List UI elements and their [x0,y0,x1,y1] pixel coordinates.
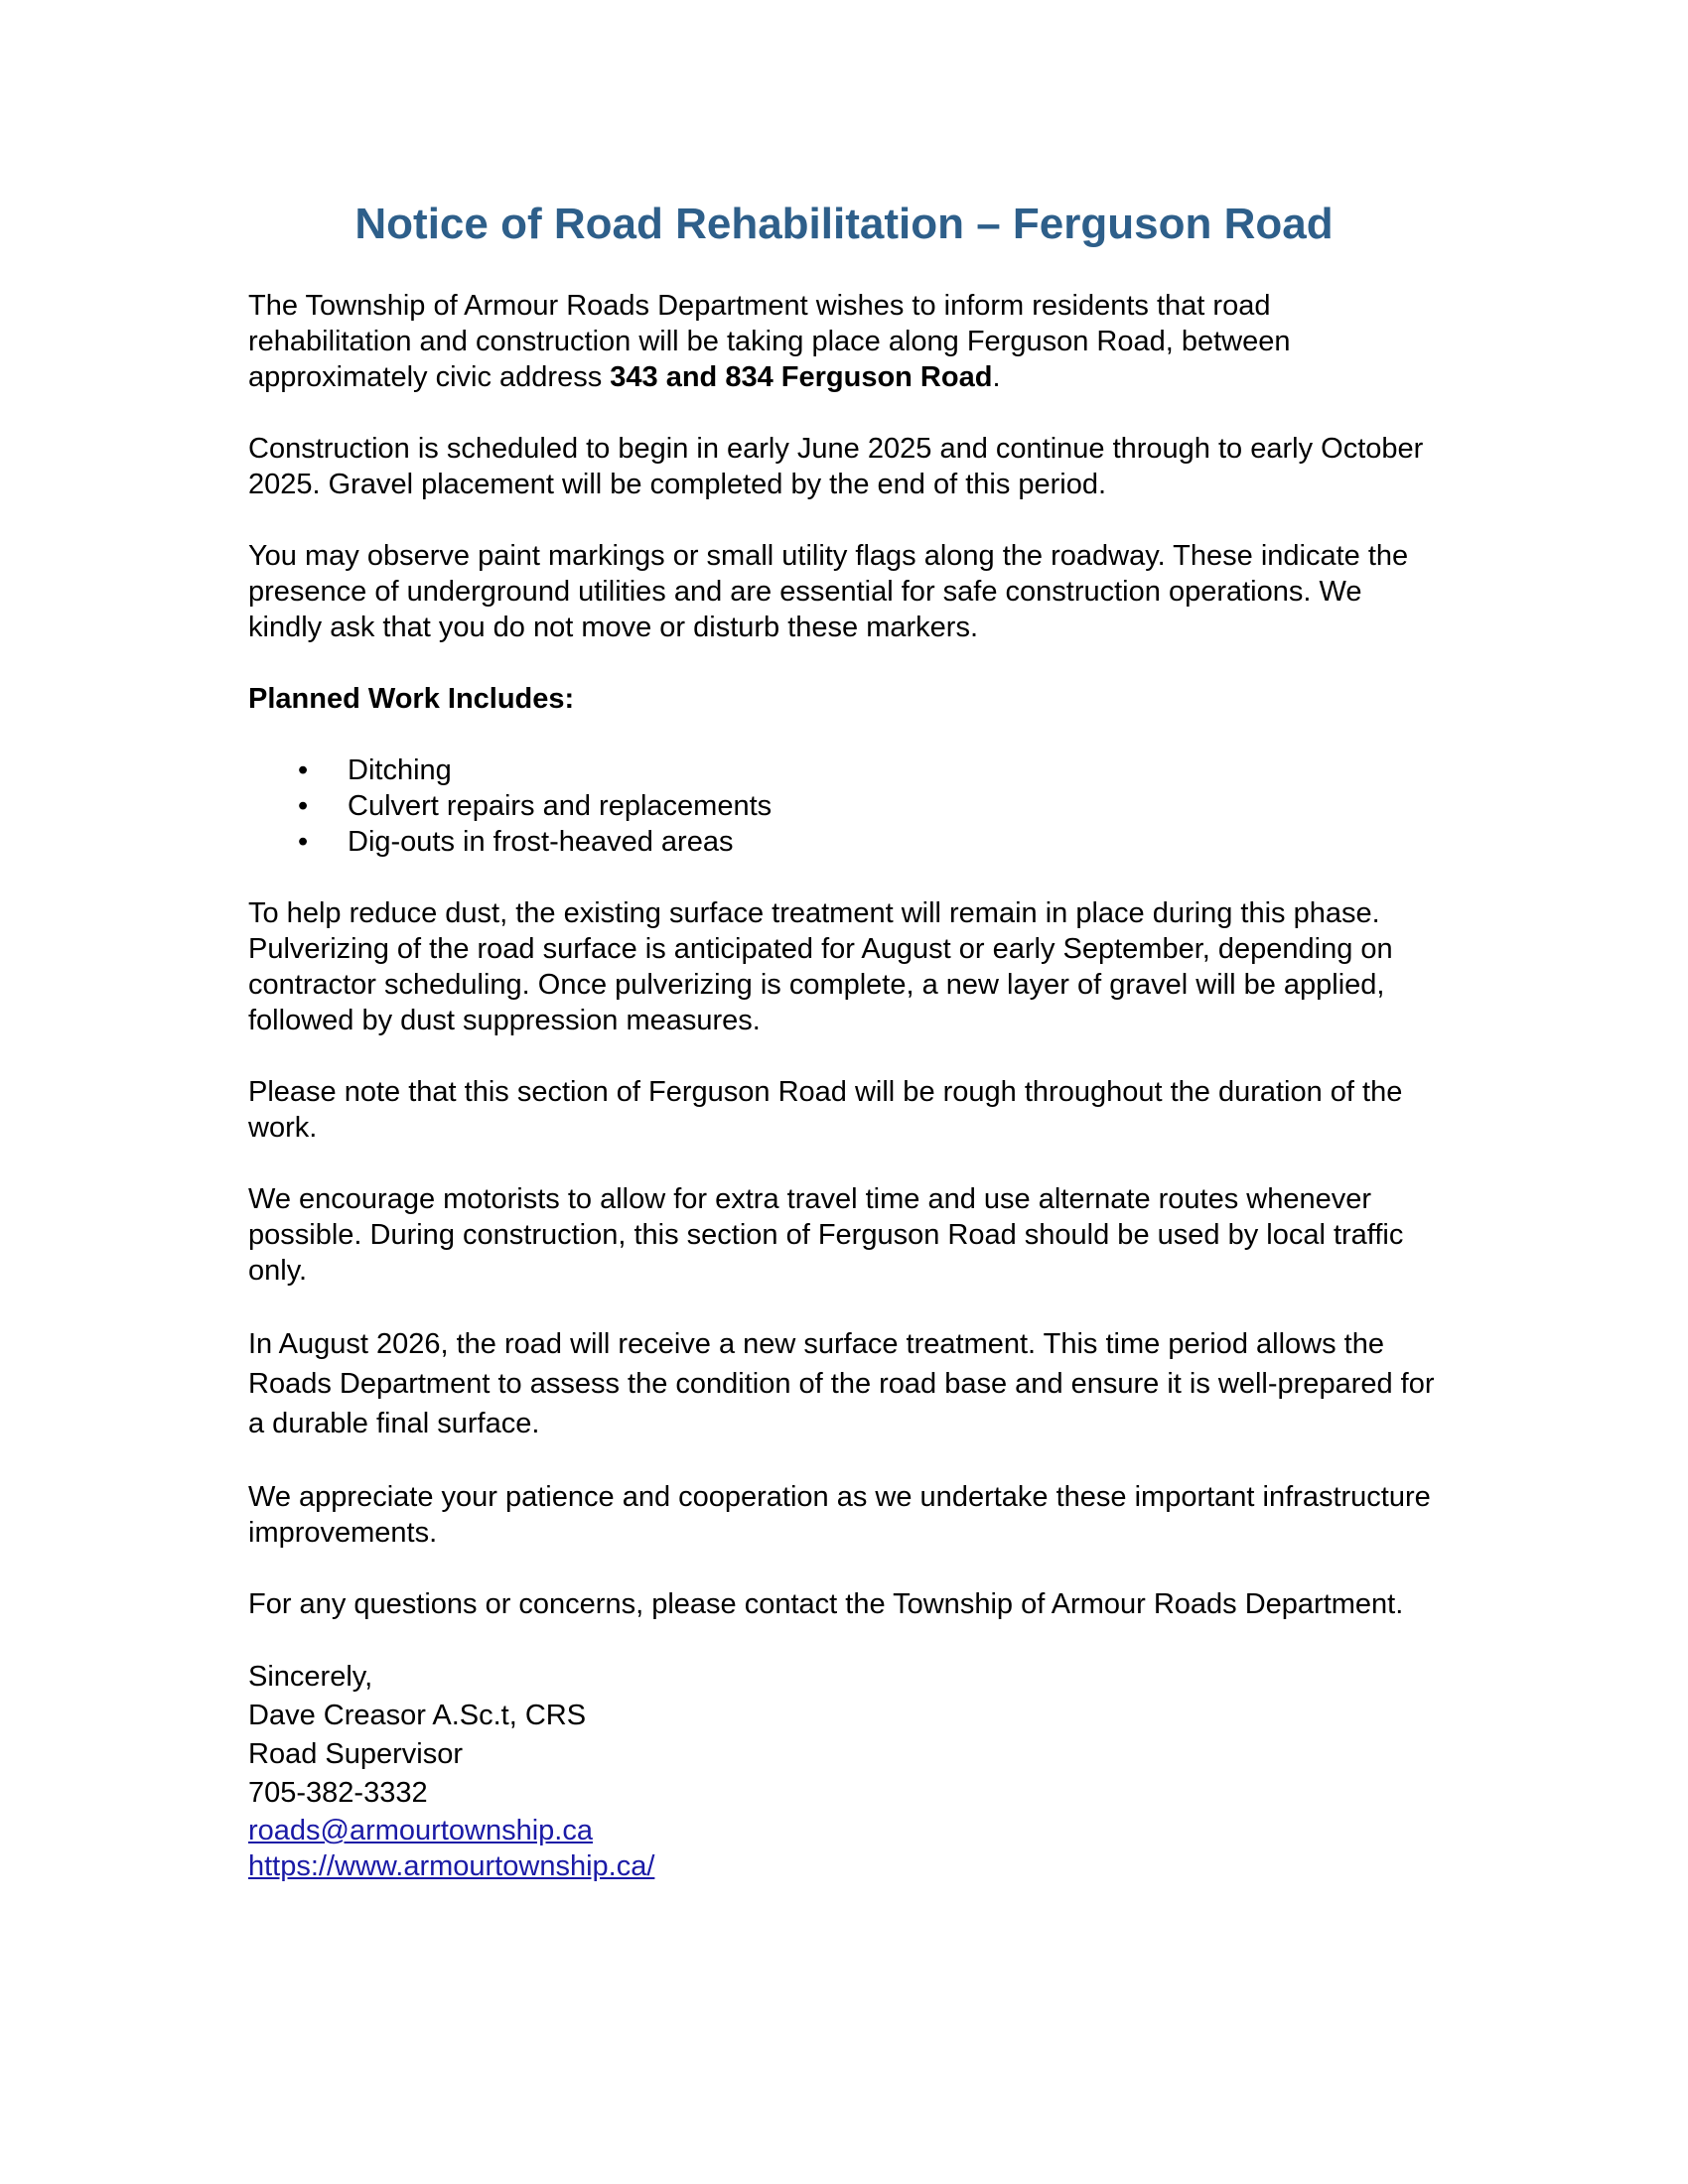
rough-road-paragraph: Please note that this section of Ferguson Road will be rough throughout the duration of the work. [248,1076,1403,1144]
list-item [248,788,1440,824]
markings-paragraph: You may observe paint markings or small utility flags along the roadway. These indicate the presence of underground utilities and are essential for safe construction operations. We kindly ask that you do not move or disturb these markers. [248,540,1409,643]
motorists-paragraph: We encourage motorists to allow for extra travel time and use alternate routes whenever possible. During construction, this section of Ferguson Road should be used by local traffic only. [248,1183,1404,1287]
page-title: Notice of Road Rehabilitation – Ferguson Road [354,200,1334,248]
list-item-label: Dig-outs in frost-heaved areas [348,826,734,858]
contact-paragraph: For any questions or concerns, please contact the Township of Armour Roads Department. [248,1588,1404,1620]
appreciation-paragraph: We appreciate your patience and cooperation as we undertake these important infrastructure improvements. [248,1481,1431,1549]
planned-work-list [248,752,1440,860]
bullet-icon: • [298,790,309,822]
schedule-paragraph: Construction is scheduled to begin in early June 2025 and continue through to early October 2025. Gravel placement will be completed by the end of this period. [248,433,1424,500]
notice-body [248,288,1440,1884]
list-item-label: Ditching [348,754,452,786]
website-link[interactable]: https://www.armourtownship.ca/ [248,1850,655,1882]
bullet-icon: • [298,754,309,786]
surface-treatment-paragraph: In August 2026, the road will receive a new surface treatment. This time period allows the Roads Department to assess the condition of the road base and ensure it is well-prepared for a durable final surface. [248,1328,1435,1439]
list-item-label: Culvert repairs and replacements [348,790,773,822]
closing-text: Sincerely, [248,1661,373,1693]
bullet-icon: • [298,826,309,858]
list-item [248,824,1440,860]
planned-work-heading: Planned Work Includes: [248,683,575,715]
signer-role: Road Supervisor [248,1738,463,1770]
email-link[interactable]: roads@armourtownship.ca [248,1815,593,1846]
address-range: 343 and 834 Ferguson Road [610,361,993,393]
phone-number: 705-382-3332 [248,1777,428,1809]
intro-paragraph [248,288,1440,395]
list-item [248,752,1440,788]
signer-name: Dave Creasor A.Sc.t, CRS [248,1700,587,1731]
dust-paragraph: To help reduce dust, the existing surface treatment will remain in place during this phase. Pulverizing of the road surface is anticipated for August or early September, depending on contractor scheduling. Once pulverizing is complete, a new layer of gravel will be applied, followed by dust suppression measures. [248,897,1393,1036]
intro-text: The Township of Armour Roads Department wishes to inform residents that road rehabilitation and construction will be taking place along Ferguson Road, between approximately civic address [248,290,1291,393]
intro-end: . [992,361,1001,393]
signature-block [248,1658,1440,1884]
